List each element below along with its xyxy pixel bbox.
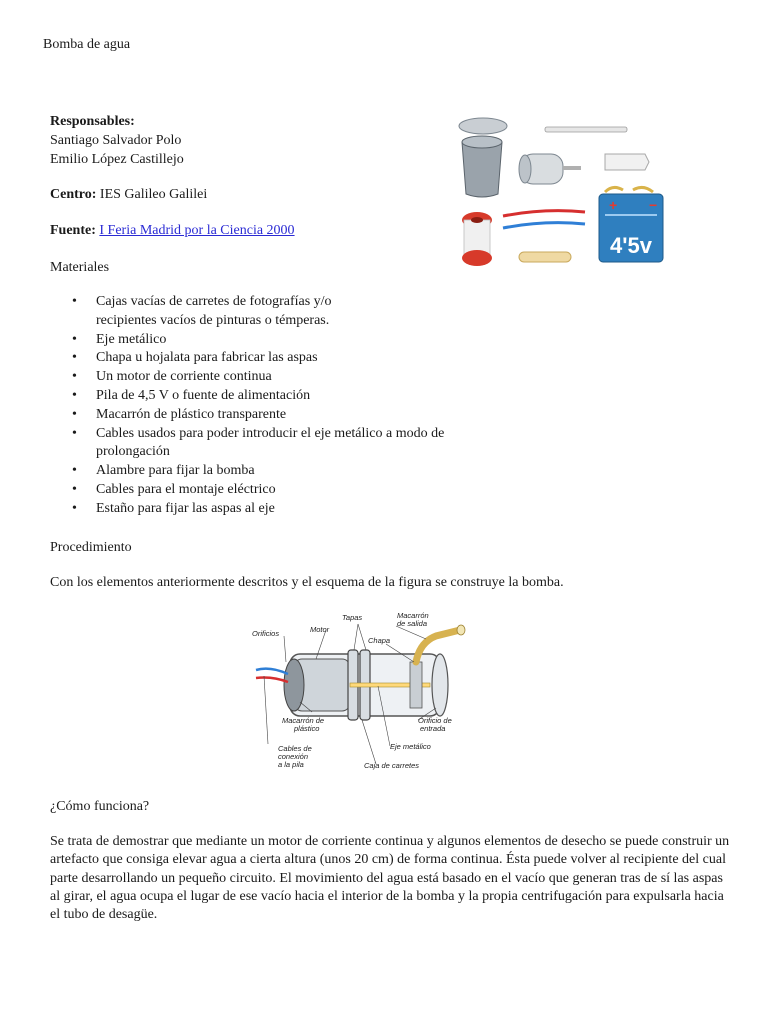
axle-shape (545, 127, 627, 132)
label-eje-metalico: Eje metálico (390, 742, 431, 751)
label-orificios: Orificios (252, 629, 280, 638)
list-item: • Estaño para fijar las aspas al eje (50, 500, 470, 519)
como-funciona-text: Se trata de demostrar que mediante un motor de corriente continua y algunos elementos de desecho se puede construir un artefacto que consiga elevar agua a cierta altura (unos 20 cm) de forma continua. Ésta puede volver al recipiente del cual parte desarrollando un pequeño circuito. El movimiento del agua está basado en el vacío que generan tras de sí las aspas al girar, el agua ocupa el lugar de ese vacío hacia el interior de la bomba y la propia centrifugación para expulsarla hacia el tubo de desagüe. (50, 834, 730, 923)
list-item: • Un motor de corriente continua (50, 368, 470, 387)
list-item: • Pila de 4,5 V o fuente de alimentación (50, 387, 470, 406)
fuente-link[interactable]: I Feria Madrid por la Ciencia 2000 (99, 223, 295, 238)
label-macarron-plastico: Macarrón de (282, 716, 325, 725)
document-title: Bomba de agua (43, 37, 131, 52)
materials-list (50, 293, 470, 519)
red-wire (503, 211, 585, 216)
list-item: • Cables para el montaje eléctrico (50, 481, 470, 500)
battery-label: 4'5v (610, 233, 652, 258)
svg-text:de salida: de salida (397, 619, 428, 628)
pump-diagram (250, 604, 470, 774)
lid-shape (459, 118, 507, 134)
label-motor: Motor (310, 625, 330, 634)
svg-text:a la pila: a la pila (278, 760, 304, 769)
red-cable (256, 678, 288, 683)
fuente-label: Fuente: (50, 223, 96, 238)
list-item: • Cables usados para poder introducir el eje metálico a modo de prolongación (50, 425, 470, 463)
svg-text:plástico: plástico (294, 724, 320, 733)
label-caja-carretes: Caja de carretes (364, 761, 420, 770)
label-cables: Cables de (278, 744, 312, 753)
list-item: • Cajas vacías de carretes de fotografías y/o recipientes vacíos de pinturas o témperas. (50, 293, 470, 331)
svg-text:−: − (649, 197, 658, 213)
svg-text:entrada: entrada (420, 724, 446, 733)
tube-shape (519, 252, 571, 262)
centro-value: IES Galileo Galilei (99, 187, 208, 202)
responsables-label: Responsables: (50, 114, 135, 129)
label-tapas: Tapas (342, 613, 363, 622)
procedimiento-heading: Procedimiento (50, 540, 132, 555)
materials-image (455, 112, 670, 272)
list-item: • Eje metálico (50, 331, 470, 350)
blue-wire (503, 223, 585, 228)
label-chapa: Chapa (368, 636, 391, 645)
responsable-name: Santiago Salvador Polo (50, 133, 182, 148)
materiales-heading: Materiales (50, 260, 110, 275)
list-item: • Alambre para fijar la bomba (50, 462, 470, 481)
list-item: • Macarrón de plástico transparente (50, 406, 470, 425)
procedimiento-text: Con los elementos anteriormente descritos y el esquema de la figura se construye la bomba. (50, 575, 564, 590)
canister-shape (462, 142, 502, 197)
fuente-line (50, 221, 295, 240)
clip-shape (605, 154, 649, 170)
svg-text:+: + (609, 197, 618, 213)
label-orificio-entrada: Orificio de (418, 716, 452, 725)
svg-text:conexión: conexión (278, 752, 309, 761)
responsable-name: Emilio López Castillejo (50, 152, 184, 167)
blue-cable (256, 669, 288, 674)
centro-label: Centro: (50, 187, 97, 202)
label-macarron-salida: Macarrón (397, 611, 429, 620)
centro-line (50, 185, 207, 204)
como-funciona-heading: ¿Cómo funciona? (50, 799, 150, 814)
list-item: • Chapa u hojalata para fabricar las aspas (50, 349, 470, 368)
